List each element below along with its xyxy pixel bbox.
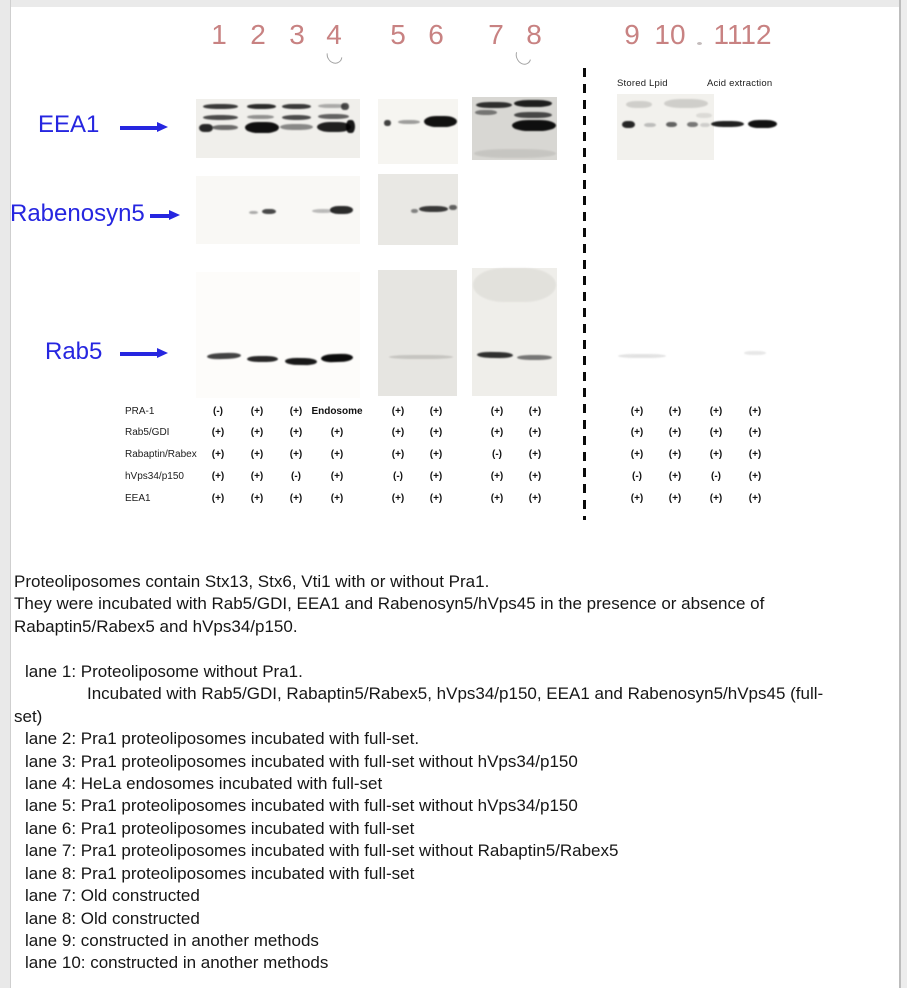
table-cell: (+): [490, 493, 504, 504]
blot-band: [476, 102, 512, 108]
arrow-icon: [120, 122, 168, 133]
blot-band: [330, 206, 353, 214]
table-cell: (+): [748, 406, 762, 417]
table-cell: (+): [528, 471, 542, 482]
table-cell: (+): [250, 406, 264, 417]
blot-band: [424, 116, 457, 127]
blot-band: [512, 120, 556, 131]
table-cell: (+): [330, 471, 344, 482]
protein-label-rab5: Rab5: [45, 338, 103, 365]
table-cell: (+): [250, 427, 264, 438]
lane-number-4: 4: [326, 19, 342, 50]
blot-band: [203, 115, 238, 120]
blot-band: [398, 120, 420, 124]
note-line: lane 4: HeLa endosomes incubated with full-set: [25, 773, 383, 793]
table-cell: (+): [211, 493, 225, 504]
table-cell: (-): [291, 471, 301, 482]
table-cell: (+): [528, 449, 542, 460]
blot-band: [389, 355, 453, 359]
lane-number-2: 2: [250, 19, 266, 50]
blot-band: [696, 113, 712, 118]
blot-band: [666, 122, 677, 127]
blot-panel-rab5-lanes5-6: [378, 270, 457, 396]
table-cell: (+): [668, 427, 682, 438]
table-cell: (+): [668, 471, 682, 482]
table-cell: (+): [330, 493, 344, 504]
blot-band: [346, 120, 355, 133]
blot-band: [384, 120, 391, 126]
blot-band: [700, 123, 710, 127]
table-cell: (+): [211, 449, 225, 460]
lane-number-10: 10: [654, 19, 686, 50]
lane-number-7: 7: [488, 19, 504, 50]
note-line: lane 3: Pra1 proteoliposomes incubated with full-set without hVps34/p150: [25, 751, 578, 771]
lane-number-8: 8: [526, 19, 542, 50]
note-line: lane 10: constructed in another methods: [25, 953, 329, 973]
arrow-icon: [150, 210, 180, 221]
blot-band: [341, 103, 349, 110]
page-frame-right: [899, 0, 907, 988]
blot-band: [262, 209, 276, 214]
blot-band: [687, 122, 698, 127]
table-cell: (+): [490, 471, 504, 482]
table-cell: (+): [709, 406, 723, 417]
description-line: Proteoliposomes contain Stx13, Stx6, Vti1 with or without Pra1.: [14, 572, 490, 591]
blot-band: [514, 112, 552, 118]
table-row-label: EEA1: [125, 493, 151, 504]
protein-label-eea1: EEA1: [38, 111, 100, 138]
table-row-label: hVps34/p150: [125, 471, 184, 482]
table-cell: (+): [429, 406, 443, 417]
blot-band: [247, 115, 274, 119]
blot-band: [664, 99, 708, 108]
lane-number-11: 11: [713, 19, 743, 50]
table-cell: (+): [668, 406, 682, 417]
table-cell: (+): [289, 427, 303, 438]
table-cell: (+): [429, 493, 443, 504]
table-cell: (-): [711, 471, 721, 482]
table-cell: (+): [429, 427, 443, 438]
table-cell: (+): [630, 449, 644, 460]
table-cell: (+): [709, 449, 723, 460]
blot-band: [517, 355, 552, 360]
acid-extraction-title: Acid extraction: [707, 78, 773, 89]
table-cell: (+): [490, 406, 504, 417]
table-cell: (+): [330, 449, 344, 460]
table-cell: (-): [213, 406, 223, 417]
table-cell: (+): [748, 449, 762, 460]
table-cell: (+): [748, 427, 762, 438]
table-cell: (+): [630, 427, 644, 438]
note-line: lane 5: Pra1 proteoliposomes incubated with full-set without hVps34/p150: [25, 796, 578, 816]
blot-band: [622, 121, 635, 128]
figure-description: [14, 572, 894, 976]
table-cell: (+): [429, 471, 443, 482]
blot-band: [318, 114, 349, 119]
table-cell: (+): [630, 406, 644, 417]
note-line: lane 2: Pra1 proteoliposomes incubated with full-set.: [25, 729, 420, 749]
blot-band: [199, 124, 213, 132]
blot-band: [748, 120, 777, 128]
table-cell: (+): [211, 427, 225, 438]
table-cell: (+): [709, 427, 723, 438]
arrow-shaft: [150, 214, 170, 218]
table-cell: (+): [330, 427, 344, 438]
blot-band: [626, 101, 652, 108]
table-cell: (+): [490, 427, 504, 438]
table-cell: (+): [528, 493, 542, 504]
table-row-label: Rab5/GDI: [125, 427, 170, 438]
blot-band: [449, 205, 457, 210]
blot-band: [514, 100, 552, 107]
smudge-mark: [697, 42, 702, 45]
blot-band: [245, 122, 279, 133]
blot-panel-rab5-lanes1-4: [196, 272, 360, 398]
table-cell: (-): [492, 449, 502, 460]
lane-number-5: 5: [390, 19, 406, 50]
description-line: They were incubated with Rab5/GDI, EEA1 and Rabenosyn5/hVps45 in the presence or absence of: [14, 594, 765, 614]
table-cell: (+): [289, 449, 303, 460]
table-cell: (+): [391, 427, 405, 438]
arrow-shaft: [120, 352, 158, 356]
dashed-separator: [583, 68, 586, 520]
table-cell: (+): [391, 449, 405, 460]
table-cell: (+): [289, 493, 303, 504]
table-cell: (+): [668, 449, 682, 460]
page-frame-left: [0, 0, 11, 988]
blot-band: [411, 209, 418, 213]
blot-band: [212, 125, 238, 130]
blot-band: [474, 149, 556, 158]
table-row-label: Rabaptin/Rabex: [125, 449, 197, 460]
note-line: lane 9: constructed in another methods: [25, 931, 319, 950]
blot-band: [247, 356, 278, 362]
blot-band: [475, 110, 497, 115]
blot-band: [644, 123, 656, 127]
blot-band: [203, 104, 238, 109]
table-cell: (-): [632, 471, 642, 482]
lane-number-9: 9: [624, 19, 640, 50]
note-line: lane 1: Proteoliposome without Pra1.: [25, 661, 303, 681]
lane-number-1: 1: [211, 19, 227, 50]
arrow-head: [157, 348, 168, 358]
table-cell: (+): [748, 493, 762, 504]
table-cell: (+): [250, 493, 264, 504]
table-cell: (+): [250, 449, 264, 460]
blot-band: [282, 115, 311, 120]
arrow-head: [157, 122, 168, 132]
table-cell: (+): [391, 406, 405, 417]
protein-label-rabenosyn5: Rabenosyn5: [10, 200, 145, 227]
stored-lipid-title: Stored Lpid: [617, 78, 668, 89]
table-cell: (+): [250, 471, 264, 482]
note-line: lane 7: Old constructed: [25, 886, 200, 906]
table-cell: (+): [528, 427, 542, 438]
table-cell: (+): [528, 406, 542, 417]
table-row-label: PRA-1: [125, 406, 155, 417]
lane-number-12: 12: [740, 19, 772, 50]
note-line: set): [14, 706, 43, 726]
note-line: lane 8: Old constructed: [25, 908, 200, 928]
arrow-icon: [120, 348, 168, 359]
table-cell: (+): [630, 493, 644, 504]
table-cell: Endosome: [311, 406, 363, 417]
table-cell: (+): [429, 449, 443, 460]
lane-number-3: 3: [289, 19, 305, 50]
table-cell: (+): [289, 406, 303, 417]
table-cell: (+): [391, 493, 405, 504]
blot-band: [711, 121, 744, 127]
blot-band: [280, 124, 313, 130]
blot-band: [477, 352, 513, 359]
blot-band: [247, 104, 276, 109]
table-cell: (+): [709, 493, 723, 504]
description-line: Rabaptin5/Rabex5 and hVps34/p150.: [14, 616, 298, 636]
note-line: Incubated with Rab5/GDI, Rabaptin5/Rabex5, hVps34/p150, EEA1 and Rabenosyn5/hVps45 (full-: [87, 684, 824, 704]
note-line: lane 8: Pra1 proteoliposomes incubated with full-set: [25, 863, 415, 883]
note-line: lane 6: Pra1 proteoliposomes incubated with full-set: [25, 818, 415, 838]
blot-band: [744, 351, 766, 355]
page-frame-top: [0, 0, 907, 7]
blot-band: [249, 211, 258, 214]
blot-band: [285, 358, 317, 366]
table-cell: (+): [211, 471, 225, 482]
blot-band: [473, 268, 556, 302]
blot-band: [419, 206, 448, 212]
table-cell: (-): [393, 471, 403, 482]
blot-band: [618, 354, 666, 358]
arrow-shaft: [120, 126, 158, 130]
note-line: lane 7: Pra1 proteoliposomes incubated with full-set without Rabaptin5/Rabex5: [25, 841, 619, 861]
table-cell: (+): [748, 471, 762, 482]
blot-band: [282, 104, 311, 109]
lane-number-6: 6: [428, 19, 444, 50]
blank-line: [14, 639, 894, 661]
blot-panel-eea1-lanes5-6: [378, 99, 458, 164]
arrow-head: [169, 210, 180, 220]
table-cell: (+): [668, 493, 682, 504]
